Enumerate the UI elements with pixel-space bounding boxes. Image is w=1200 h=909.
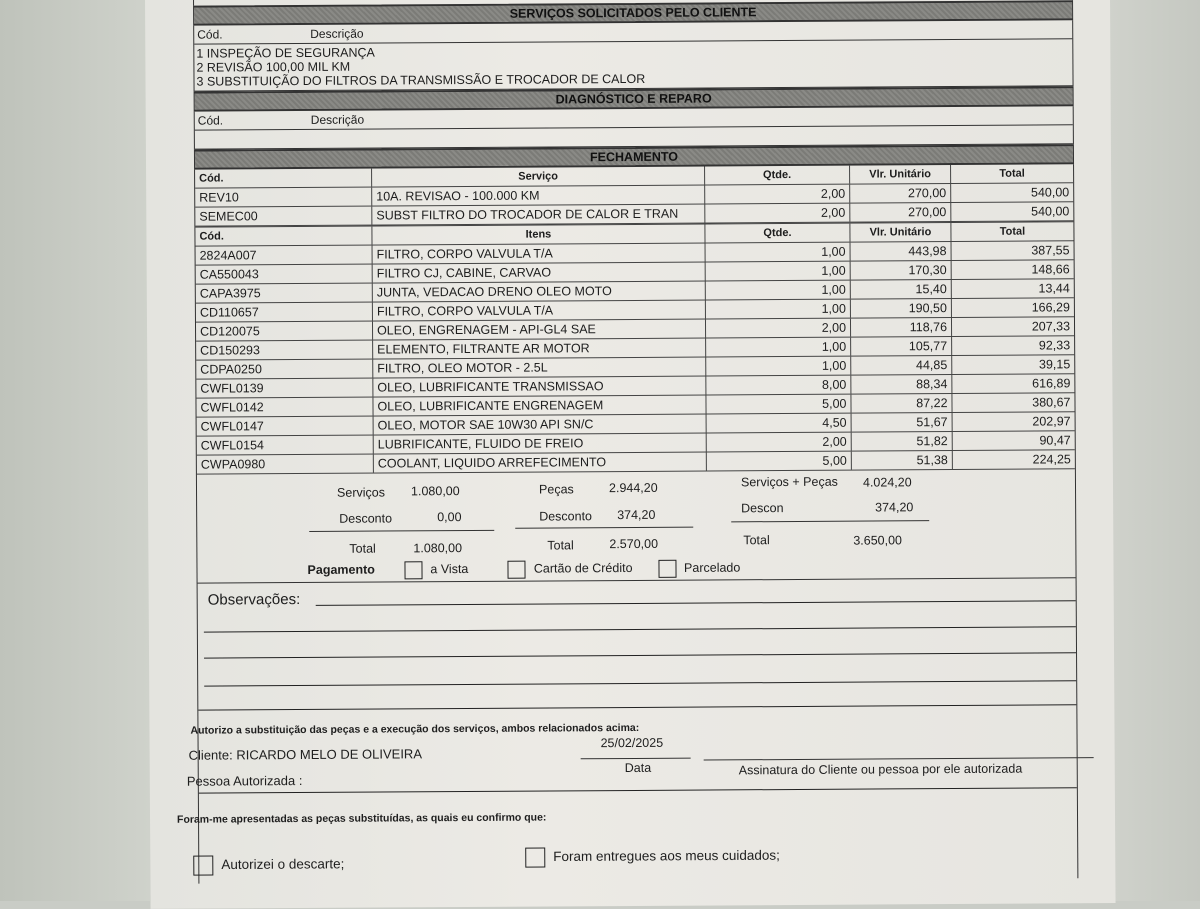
cell-total: 13,44 xyxy=(1038,281,1070,296)
cell-description: FILTRO CJ, CABINE, CARVAO xyxy=(373,263,706,283)
cell-unit-price: 44,85 xyxy=(851,356,952,375)
cell-cod: CD120075 xyxy=(196,322,373,341)
parts-discount-value: 374,20 xyxy=(617,507,656,523)
cell-total: 224,25 xyxy=(1032,452,1071,467)
col-unit-price: Vlr. Unitário xyxy=(850,223,951,242)
cell-cod: CWFL0142 xyxy=(196,398,373,417)
cell-total: 540,00 xyxy=(1030,185,1070,200)
cell-description: SUBST FILTRO DO TROCADOR DE CALOR E TRAN xyxy=(372,205,705,225)
parts-confirmation-block xyxy=(176,788,1078,883)
services-value: 1.080,00 xyxy=(410,484,460,499)
combined-total-value: 3.650,00 xyxy=(853,533,903,548)
authorization-date: 25/02/2025 xyxy=(600,735,664,751)
combined-label: Serviços + Peças xyxy=(740,474,838,490)
cell-unit-price: 15,40 xyxy=(851,280,952,299)
cell-qty: 1,00 xyxy=(706,281,851,300)
items-table-body xyxy=(196,241,1075,474)
combined-value: 4.024,20 xyxy=(862,475,912,490)
date-label: Data xyxy=(624,760,652,776)
requested-item: 2 REVISÃO 100,00 MIL KM xyxy=(196,59,351,75)
requested-services-block xyxy=(193,20,1073,91)
cell-description: LUBRIFICANTE, FLUIDO DE FREIO xyxy=(374,434,707,454)
services-table-body xyxy=(195,183,1073,226)
col-items: Itens xyxy=(372,225,705,245)
parts-total-value: 2.570,00 xyxy=(609,536,659,552)
divider xyxy=(731,520,929,522)
payment-row xyxy=(307,559,740,580)
cell-description: FILTRO, CORPO VALVULA T/A xyxy=(373,301,706,321)
col-qty: Qtde. xyxy=(705,166,850,185)
col-cod: Cód. xyxy=(195,227,372,246)
cell-total: 616,89 xyxy=(1032,376,1071,391)
payment-credit-card-checkbox[interactable] xyxy=(508,561,526,579)
cell-total: 207,33 xyxy=(1031,319,1071,334)
observations-block xyxy=(198,578,1077,710)
cell-unit-price: 51,38 xyxy=(852,451,953,470)
delivered-label: Foram entregues aos meus cuidados; xyxy=(553,847,780,865)
totals-summary xyxy=(197,469,1076,583)
cod-label: Cód. xyxy=(197,27,223,42)
discard-checkbox[interactable] xyxy=(193,856,213,876)
cell-unit-price: 190,50 xyxy=(851,299,952,318)
combined-discount-label: Descon xyxy=(741,501,784,516)
services-total-value: 1.080,00 xyxy=(413,541,463,556)
cell-total: 387,55 xyxy=(1031,243,1070,258)
client-name: Cliente: RICARDO MELO DE OLIVEIRA xyxy=(188,746,423,763)
cell-description: COOLANT, LIQUIDO ARREFECIMENTO xyxy=(374,453,707,473)
parts-confirmation-statement: Foram-me apresentadas as peças substituídas, as quais eu confirmo que: xyxy=(176,811,547,826)
payment-installments-checkbox[interactable] xyxy=(658,560,676,578)
cell-qty: 5,00 xyxy=(706,395,851,414)
desc-label: Descrição xyxy=(310,112,365,127)
service-order-form xyxy=(176,0,1078,884)
cell-description: FILTRO, OLEO MOTOR - 2.5L xyxy=(373,358,706,378)
cell-description: OLEO, ENGRENAGEM - API-GL4 SAE xyxy=(373,320,706,340)
cod-label: Cód. xyxy=(197,113,224,128)
cell-cod: CA550043 xyxy=(196,265,373,284)
observations-label: Observações: xyxy=(207,591,301,609)
cell-cod: 2824A007 xyxy=(196,246,373,265)
payment-credit-card-label: Cartão de Crédito xyxy=(533,561,633,576)
section-header-requested: SERVIÇOS SOLICITADOS PELO CLIENTE xyxy=(193,0,1073,25)
parts-total-label: Total xyxy=(547,538,574,553)
cell-description: OLEO, MOTOR SAE 10W30 API SN/C xyxy=(374,415,707,435)
payment-cash-checkbox[interactable] xyxy=(404,561,422,579)
diagnosis-block xyxy=(194,106,1074,149)
cell-qty: 2,00 xyxy=(706,319,851,338)
section-header-closing: FECHAMENTO xyxy=(194,144,1074,169)
cell-unit-price: 270,00 xyxy=(850,184,951,203)
signature-label: Assinatura do Cliente ou pessoa por ele autorizada xyxy=(738,761,1023,778)
cell-cod: CWFL0154 xyxy=(197,436,374,455)
cell-cod: CWFL0139 xyxy=(196,379,373,398)
observations-line[interactable] xyxy=(316,600,1076,606)
closing-tables xyxy=(176,164,1078,883)
authorized-person-label: Pessoa Autorizada : xyxy=(186,773,303,789)
cell-total: 166,29 xyxy=(1031,300,1070,315)
services-discount-value: 0,00 xyxy=(437,510,462,525)
cell-qty: 1,00 xyxy=(706,338,851,357)
observations-line[interactable] xyxy=(204,626,1076,632)
payment-label: Pagamento xyxy=(307,562,375,578)
cell-qty: 1,00 xyxy=(706,243,851,262)
authorization-statement: Autorizo a substituição das peças e a execução dos serviços, ambos relacionados acima: xyxy=(190,721,640,737)
cell-cod: CWPA0980 xyxy=(197,455,374,474)
parts-value: 2.944,20 xyxy=(608,480,658,496)
cell-unit-price: 51,67 xyxy=(852,413,953,432)
combined-total-label: Total xyxy=(743,533,770,548)
cell-qty: 8,00 xyxy=(706,376,851,395)
cell-cod: CAPA3975 xyxy=(196,284,373,303)
col-total: Total xyxy=(999,167,1025,180)
cell-cod: CDPA0250 xyxy=(196,360,373,379)
divider xyxy=(515,527,693,529)
cell-unit-price: 51,82 xyxy=(852,432,953,451)
col-qty: Qtde. xyxy=(705,224,850,243)
discard-option xyxy=(193,855,344,876)
cell-total: 92,33 xyxy=(1038,338,1071,353)
cell-unit-price: 270,00 xyxy=(850,203,951,222)
cell-total: 540,00 xyxy=(1031,204,1070,219)
cell-description: OLEO, LUBRIFICANTE ENGRENAGEM xyxy=(373,396,706,416)
cell-unit-price: 88,34 xyxy=(851,375,952,394)
cell-unit-price: 118,76 xyxy=(851,318,952,337)
col-cod: Cód. xyxy=(195,169,372,188)
payment-cash-label: a Vista xyxy=(430,562,469,577)
cell-description: ELEMENTO, FILTRANTE AR MOTOR xyxy=(373,339,706,359)
services-label: Serviços xyxy=(336,485,386,500)
services-total-label: Total xyxy=(349,541,376,556)
cell-total: 148,66 xyxy=(1031,262,1070,277)
background-left xyxy=(0,0,150,901)
section-header-diagnosis: DIAGNÓSTICO E REPARO xyxy=(194,86,1074,111)
requested-item: 1 INSPEÇÃO DE SEGURANÇA xyxy=(196,45,375,61)
observations-line[interactable] xyxy=(204,652,1076,658)
cell-unit-price: 170,30 xyxy=(851,261,952,280)
requested-item: 3 SUBSTITUIÇÃO DO FILTROS DA TRANSMISSÃO E TROCADOR DE CALOR xyxy=(196,71,646,89)
delivered-checkbox[interactable] xyxy=(525,848,545,868)
cell-unit-price: 443,98 xyxy=(851,242,952,261)
signature-line[interactable] xyxy=(704,757,1094,760)
cell-qty: 1,00 xyxy=(706,262,851,281)
cell-qty: 1,00 xyxy=(706,300,851,319)
cell-cod: CD150293 xyxy=(196,341,373,360)
cell-qty: 2,00 xyxy=(705,204,850,223)
desc-label: Descrição xyxy=(310,26,364,41)
cell-description: 10A. REVISAO - 100.000 KM xyxy=(372,186,705,206)
cell-cod: SEMEC00 xyxy=(195,207,372,226)
cell-description: JUNTA, VEDACAO DRENO OLEO MOTO xyxy=(373,282,706,302)
col-unit-price: Vlr. Unitário xyxy=(850,165,951,184)
delivered-option xyxy=(525,846,780,868)
cell-cod: CD110657 xyxy=(196,303,373,322)
cell-total: 202,97 xyxy=(1032,414,1071,429)
divider xyxy=(309,530,494,532)
col-service: Serviço xyxy=(372,167,705,187)
cell-description: OLEO, LUBRIFICANTE TRANSMISSAO xyxy=(373,377,706,397)
discard-label: Autorizei o descarte; xyxy=(221,856,345,873)
service-order-paper xyxy=(145,0,1116,909)
services-discount-label: Desconto xyxy=(339,511,393,526)
cell-unit-price: 105,77 xyxy=(851,337,952,356)
requested-services-list xyxy=(194,39,1072,91)
date-line xyxy=(581,758,691,760)
observations-line[interactable] xyxy=(204,680,1076,686)
cell-qty: 5,00 xyxy=(707,452,852,471)
cell-description: FILTRO, CORPO VALVULA T/A xyxy=(373,244,706,264)
payment-installments-label: Parcelado xyxy=(683,560,741,575)
cell-cod: CWFL0147 xyxy=(197,417,374,436)
cell-qty: 1,00 xyxy=(706,357,851,376)
parts-discount-label: Desconto xyxy=(539,509,593,524)
cell-unit-price: 87,22 xyxy=(851,394,952,413)
cell-total: 39,15 xyxy=(1038,357,1071,372)
cell-qty: 2,00 xyxy=(707,433,852,452)
combined-discount-value: 374,20 xyxy=(875,500,914,515)
col-total: Total xyxy=(999,225,1026,238)
cell-total: 90,47 xyxy=(1039,433,1071,448)
cell-cod: REV10 xyxy=(195,188,372,207)
cell-total: 380,67 xyxy=(1032,395,1071,410)
parts-label: Peças xyxy=(538,482,574,497)
cell-qty: 2,00 xyxy=(705,185,850,204)
authorization-block xyxy=(186,705,1076,793)
cell-qty: 4,50 xyxy=(707,414,852,433)
